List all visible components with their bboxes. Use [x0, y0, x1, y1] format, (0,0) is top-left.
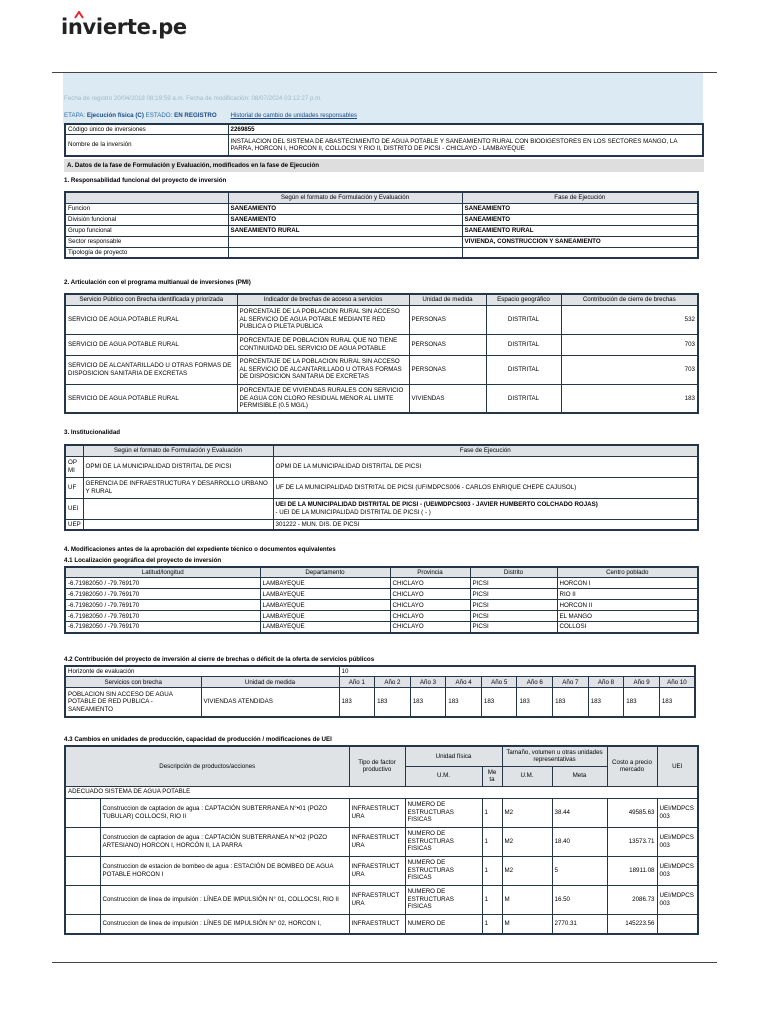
prod-costo: 2086.73 [607, 885, 657, 914]
prod-header-tamano: Tamaño, volumen u otras unidades representativas [502, 746, 607, 766]
loc-latlon: -6.71982050 / -79.769170 [65, 622, 260, 633]
loc-departamento: LAMBAYEQUE [260, 578, 390, 589]
pmi-indicador: PORCENTAJE DE LA POBLACION RURAL SIN ACCESO AL SERVICIO DE ALCANTARILLADO U OTRAS FORMAS DE DISPOSICION SANITARIA DE EXCRETAS [237, 355, 409, 384]
prod-tam-meta: 5 [552, 856, 607, 885]
contrib-servicio: POBLACION SIN ACCESO DE AGUA POTABLE DE RED PUBLICA - SANEAMIENTO [65, 688, 201, 717]
pmi-header-espacio: Espacio geográfico [486, 294, 561, 305]
prod-meta: 1 [482, 827, 502, 856]
contrib-header-year: Año 3 [410, 677, 446, 688]
prod-costo: 18911.08 [607, 856, 657, 885]
prod-um: NUMERO DE ESTRUCTURAS FISICAS [405, 798, 482, 827]
pmi-espacio: DISTRITAL [486, 334, 561, 355]
loc-distrito: PICSI [470, 622, 557, 633]
pmi-unidad: PERSONAS [409, 355, 486, 384]
s3-row-fe [83, 498, 273, 519]
contrib-header-unidad: Unidad de medida [201, 677, 339, 688]
codigo-value: 2269855 [228, 124, 703, 135]
pmi-unidad: PERSONAS [409, 305, 486, 334]
codigo-label: Código único de inversiones [65, 124, 228, 135]
investment-info-table [64, 123, 704, 157]
prod-um: NUMERO DE ESTRUCTURAS FISICAS [405, 827, 482, 856]
prod-uei: UEI/MDPCS 003 [657, 827, 698, 856]
etapa-value: Ejecución física (C) [86, 112, 144, 119]
prod-indent [65, 856, 100, 885]
contrib-header-year: Año 1 [339, 677, 375, 688]
loc-provincia: CHICLAYO [390, 600, 470, 611]
loc-centro: HORCON II [557, 600, 698, 611]
s3-row-fe [83, 519, 273, 530]
prod-costo: 145223.56 [607, 914, 657, 934]
s1-row-fe [228, 236, 462, 247]
prod-um: NUMERO DE [405, 914, 482, 934]
s1-row-ej: SANEAMIENTO RURAL [462, 225, 698, 236]
pmi-unidad: VIVIENDAS [409, 384, 486, 413]
s3-row-label: UEP [65, 519, 83, 530]
loc-provincia: CHICLAYO [390, 578, 470, 589]
prod-desc: Construccion de captacion de agua : CAPTACIÓN SUBTERRANEA N°•01 (POZO TUBULAR) COLLOCSI, RIO II [100, 798, 349, 827]
s3-uei-secondary: - UEI DE LA MUNICIPALIDAD DISTRITAL DE PICSI ( - ) [275, 508, 431, 516]
prod-indent [65, 827, 100, 856]
prod-tam-meta: 16.50 [552, 885, 607, 914]
s3-empty-header [65, 445, 83, 456]
loc-distrito: PICSI [470, 578, 557, 589]
s3-row-ej: 301222 - MUN. DIS. DE PICSI [273, 519, 698, 530]
prod-uei: UEI/MDPCS 003 [657, 885, 698, 914]
contrib-year-value: 183 [446, 688, 482, 717]
pmi-espacio: DISTRITAL [486, 305, 561, 334]
prod-desc: Construccion de captacion de agua : CAPTACIÓN SUBTERRANEA N°•02 (POZO ARTESIANO) HORCON I, HORCÓN II, LA PARRA [100, 827, 349, 856]
horizonte-value: 10 [339, 666, 695, 677]
prod-header-tipo: Tipo de factor productivo [349, 746, 405, 786]
s4-3-title: 4.3 Cambios en unidades de producción, capacidad de producción / modificaciones de UEI [64, 736, 332, 743]
pmi-espacio: DISTRITAL [486, 384, 561, 413]
prod-header-uf-um: U.M. [405, 766, 482, 786]
contrib-header-year: Año 10 [659, 677, 695, 688]
pmi-contribucion: 183 [561, 384, 698, 413]
contrib-header-servicio: Servicios con brecha [65, 677, 201, 688]
s3-row-fe: GERENCIA DE INFRAESTRUCTURA Y DESARROLLO URBANO Y RURAL [83, 477, 273, 498]
prod-uei [657, 914, 698, 934]
s2-title: 2. Articulación con el programa multianual de inversiones (PMI) [64, 279, 251, 286]
prod-costo: 13573.71 [607, 827, 657, 856]
prod-tipo: INFRAESTRUCT URA [349, 885, 405, 914]
contrib-unidad: VIVIENDAS ATENDIDAS [201, 688, 339, 717]
registration-meta: Fecha de registro 20/04/2018 08:19:59 a.m. Fecha de modificación: 08/07/2024 03:12:27 p.m. [64, 95, 322, 102]
loc-departamento: LAMBAYEQUE [260, 622, 390, 633]
loc-latlon: -6.71982050 / -79.769170 [65, 600, 260, 611]
s1-empty-header [65, 192, 228, 203]
section-a-title: A. Datos de la fase de Formulación y Evaluación, modificados en la fase de Ejecución [64, 159, 704, 172]
s1-col-fe: Según el formato de Formulación y Evaluación [228, 192, 462, 203]
contrib-year-value: 183 [624, 688, 660, 717]
bottom-divider [52, 962, 717, 963]
prod-tam-um: M2 [502, 856, 552, 885]
s1-row-label: Tipología de proyecto [65, 247, 228, 258]
s1-row-fe: SANEAMIENTO [228, 203, 462, 214]
s3-row-label: OP MI [65, 456, 83, 477]
prod-header-uei: UEI [657, 746, 698, 786]
contrib-header-year: Año 7 [553, 677, 589, 688]
contrib-header-year: Año 6 [517, 677, 553, 688]
loc-distrito: PICSI [470, 589, 557, 600]
contrib-year-value: 183 [553, 688, 589, 717]
prod-um: NUMERO DE ESTRUCTURAS FISICAS [405, 856, 482, 885]
invierte-pe-logo [61, 15, 187, 39]
prod-meta: 1 [482, 914, 502, 934]
s1-row-label: Funcion [65, 203, 228, 214]
contrib-year-value: 183 [410, 688, 446, 717]
s1-row-fe: SANEAMIENTO [228, 214, 462, 225]
pmi-servicio: SERVICIO DE AGUA POTABLE RURAL [65, 305, 237, 334]
contrib-year-value: 183 [481, 688, 517, 717]
s1-row-fe [228, 247, 462, 258]
prod-tipo: INFRAESTRUCT URA [349, 827, 405, 856]
contrib-header-year: Año 4 [446, 677, 482, 688]
s3-title: 3. Institucionalidad [64, 429, 121, 436]
s1-title: 1. Responsabilidad funcional del proyecto de inversión [64, 177, 227, 184]
institucionalidad-table [64, 444, 699, 531]
pmi-servicio: SERVICIO DE ALCANTARILLADO U OTRAS FORMAS DE DISPOSICION SANITARIA DE EXCRETAS [65, 355, 237, 384]
s1-row-label: Sector responsable [65, 236, 228, 247]
pmi-indicador: PORCENTAJE DE VIVIENDAS RURALES CON SERVICIO DE AGUA CON CLORO RESIDUAL MENOR AL LIMITE PERMISIBLE (0.5 MG/L) [237, 384, 409, 413]
s1-row-label: Grupo funcional [65, 225, 228, 236]
loc-latlon: -6.71982050 / -79.769170 [65, 589, 260, 600]
contrib-year-value: 183 [517, 688, 553, 717]
prod-tam-um: M [502, 885, 552, 914]
s1-row-fe: SANEAMIENTO RURAL [228, 225, 462, 236]
loc-centro: HORCON I [557, 578, 698, 589]
prod-meta: 1 [482, 856, 502, 885]
s1-row-ej [462, 247, 698, 258]
loc-header-provincia: Provincia [390, 567, 470, 578]
nombre-label: Nombre de la inversión [65, 135, 228, 156]
s1-row-ej: SANEAMIENTO [462, 214, 698, 225]
pmi-header-indicador: Indicador de brechas de acceso a servicios [237, 294, 409, 305]
produccion-table [64, 745, 699, 935]
s4-1-title: 4.1 Localización geográfica del proyecto de inversión [64, 557, 222, 564]
prod-header-tam-um: U.M. [502, 766, 552, 786]
s1-row-ej: SANEAMIENTO [462, 203, 698, 214]
logo-text: invierte.pe [61, 15, 187, 39]
contrib-header-year: Año 5 [481, 677, 517, 688]
prod-tam-meta: 38.44 [552, 798, 607, 827]
historial-link[interactable]: Historial de cambio de unidades responsables [230, 112, 358, 119]
pmi-contribucion: 532 [561, 305, 698, 334]
s3-row-fe: OPMI DE LA MUNICIPALIDAD DISTRITAL DE PICSI [83, 456, 273, 477]
contribucion-table [64, 665, 696, 718]
loc-departamento: LAMBAYEQUE [260, 600, 390, 611]
prod-header-tam-meta: Meta [552, 766, 607, 786]
prod-tam-meta: 2770.31 [552, 914, 607, 934]
s1-col-ej: Fase de Ejecución [462, 192, 698, 203]
loc-departamento: LAMBAYEQUE [260, 611, 390, 622]
localizacion-table [64, 566, 699, 634]
s3-uei-primary: UEI DE LA MUNICIPALIDAD DISTRITAL DE PICSI - (UEI/MDPCS003 - JAVIER HUMBERTO COLCHADO ROJAS) [275, 501, 598, 509]
prod-header-costo: Costo a precio mercado [607, 746, 657, 786]
prod-tam-um: M2 [502, 798, 552, 827]
s1-row-label: División funcional [65, 214, 228, 225]
pmi-unidad: PERSONAS [409, 334, 486, 355]
prod-desc: Construccion de linea de impulsión : LÍNES DE IMPULSIÓN N° 02, HORCON I, [100, 914, 349, 934]
nombre-value: INSTALACION DEL SISTEMA DE ABASTECIMIENTO DE AGUA POTABLE Y SANEAMIENTO RURAL CON BIODIGESTORES EN LOS SECTORES MANGO, LA PARRA, HORCON I, HORCON II, COLLOCSI Y RIO II, DISTRITO DE PICSI - CHICLAYO - LAMBAYEQUE [228, 135, 703, 156]
estado-label: ESTADO: [145, 112, 173, 119]
contrib-header-year: Año 8 [588, 677, 624, 688]
pmi-contribucion: 703 [561, 334, 698, 355]
prod-header-desc: Descripción de productos/acciones [65, 746, 349, 786]
s3-row-label: UEI [65, 498, 83, 519]
prod-meta: 1 [482, 885, 502, 914]
estado-value: EN REGISTRO [174, 112, 217, 119]
prod-desc: Construccion de estacion de bombeo de agua : ESTACIÓN DE BOMBEO DE AGUA POTABLE HORCON I [100, 856, 349, 885]
prod-tam-um: M [502, 914, 552, 934]
logo-arrow-icon [74, 11, 84, 19]
s3-row-ej [273, 498, 698, 519]
loc-distrito: PICSI [470, 600, 557, 611]
loc-latlon: -6.71982050 / -79.769170 [65, 611, 260, 622]
pmi-servicio: SERVICIO DE AGUA POTABLE RURAL [65, 384, 237, 413]
s3-col-fe: Según el formato de Formulación y Evaluación [83, 445, 273, 456]
loc-provincia: CHICLAYO [390, 611, 470, 622]
contrib-year-value: 183 [375, 688, 411, 717]
s3-row-ej: OPMI DE LA MUNICIPALIDAD DISTRITAL DE PICSI [273, 456, 698, 477]
contrib-header-year: Año 9 [624, 677, 660, 688]
loc-provincia: CHICLAYO [390, 589, 470, 600]
prod-header-uf-meta: Me ta [482, 766, 502, 786]
prod-header-unidad-fisica: Unidad física [405, 746, 502, 766]
prod-um: NUMERO DE ESTRUCTURAS FISICAS [405, 885, 482, 914]
loc-centro: EL MANGO [557, 611, 698, 622]
prod-uei: UEI/MDPCS 003 [657, 798, 698, 827]
prod-tipo: INFRAESTRUCT URA [349, 856, 405, 885]
contrib-header-year: Año 2 [375, 677, 411, 688]
loc-header-departamento: Departamento [260, 567, 390, 578]
pmi-indicador: PORCENTAJE DE POBLACION RURAL QUE NO TIENE CONTINUIDAD DEL SERVICIO DE AGUA POTABLE [237, 334, 409, 355]
prod-indent [65, 885, 100, 914]
pmi-header-servicio: Servicio Público con Brecha identificada y priorizada [65, 294, 237, 305]
loc-provincia: CHICLAYO [390, 622, 470, 633]
pmi-servicio: SERVICIO DE AGUA POTABLE RURAL [65, 334, 237, 355]
loc-centro: RIO II [557, 589, 698, 600]
loc-header-centro: Centro poblado [557, 567, 698, 578]
contrib-year-value: 183 [588, 688, 624, 717]
prod-indent [65, 798, 100, 827]
loc-centro: COLLOSI [557, 622, 698, 633]
horizonte-label: Horizonte de evaluación [65, 666, 339, 677]
etapa-label: ETAPA: [64, 112, 86, 119]
pmi-espacio: DISTRITAL [486, 355, 561, 384]
pmi-header-unidad: Unidad de medida [409, 294, 486, 305]
etapa-line [64, 112, 357, 119]
s3-row-ej: UF DE LA MUNICIPALIDAD DISTRITAL DE PICSI (UF/MDPCS006 - CARLOS ENRIQUE CHEPE CAJUSOL) [273, 477, 698, 498]
pmi-table [64, 293, 699, 414]
pmi-contribucion: 703 [561, 355, 698, 384]
prod-meta: 1 [482, 798, 502, 827]
s4-title: 4. Modificaciones antes de la aprobación del expediente técnico o documentos equivalentes [64, 546, 336, 553]
prod-tipo: INFRAESTRUCT URA [349, 798, 405, 827]
prod-desc: Construccion de linea de impulsión : LÍNEA DE IMPULSIÓN N° 01, COLLOCSI, RIO II [100, 885, 349, 914]
contrib-year-value: 183 [339, 688, 375, 717]
s3-col-ej: Fase de Ejecución [273, 445, 698, 456]
s1-row-ej: VIVIENDA, CONSTRUCCION Y SANEAMIENTO [462, 236, 698, 247]
pmi-indicador: PORCENTAJE DE LA POBLACION RURAL SIN ACCESO AL SERVICIO DE AGUA POTABLE MEDIANTE RED PUBLICA O PILETA PUBLICA [237, 305, 409, 334]
loc-header-distrito: Distrito [470, 567, 557, 578]
responsabilidad-table [64, 191, 699, 259]
prod-uei: UEI/MDPCS 003 [657, 856, 698, 885]
prod-tipo: INFRAESTRUCT [349, 914, 405, 934]
loc-departamento: LAMBAYEQUE [260, 589, 390, 600]
prod-tam-meta: 18.40 [552, 827, 607, 856]
pmi-header-contribucion: Contribución de cierre de brechas [561, 294, 698, 305]
contrib-year-value: 183 [659, 688, 695, 717]
prod-tam-um: M2 [502, 827, 552, 856]
prod-group-label: ADECUADO SISTEMA DE AGUA POTABLE [65, 786, 698, 798]
prod-indent [65, 914, 100, 934]
s4-2-title: 4.2 Contribución del proyecto de inversión al cierre de brechas o déficit de la oferta de servicios públicos [64, 656, 375, 663]
loc-distrito: PICSI [470, 611, 557, 622]
s3-row-label: UF [65, 477, 83, 498]
loc-header-latlon: Latitud/longitud [65, 567, 260, 578]
prod-costo: 49585.63 [607, 798, 657, 827]
loc-latlon: -6.71982050 / -79.769170 [65, 578, 260, 589]
